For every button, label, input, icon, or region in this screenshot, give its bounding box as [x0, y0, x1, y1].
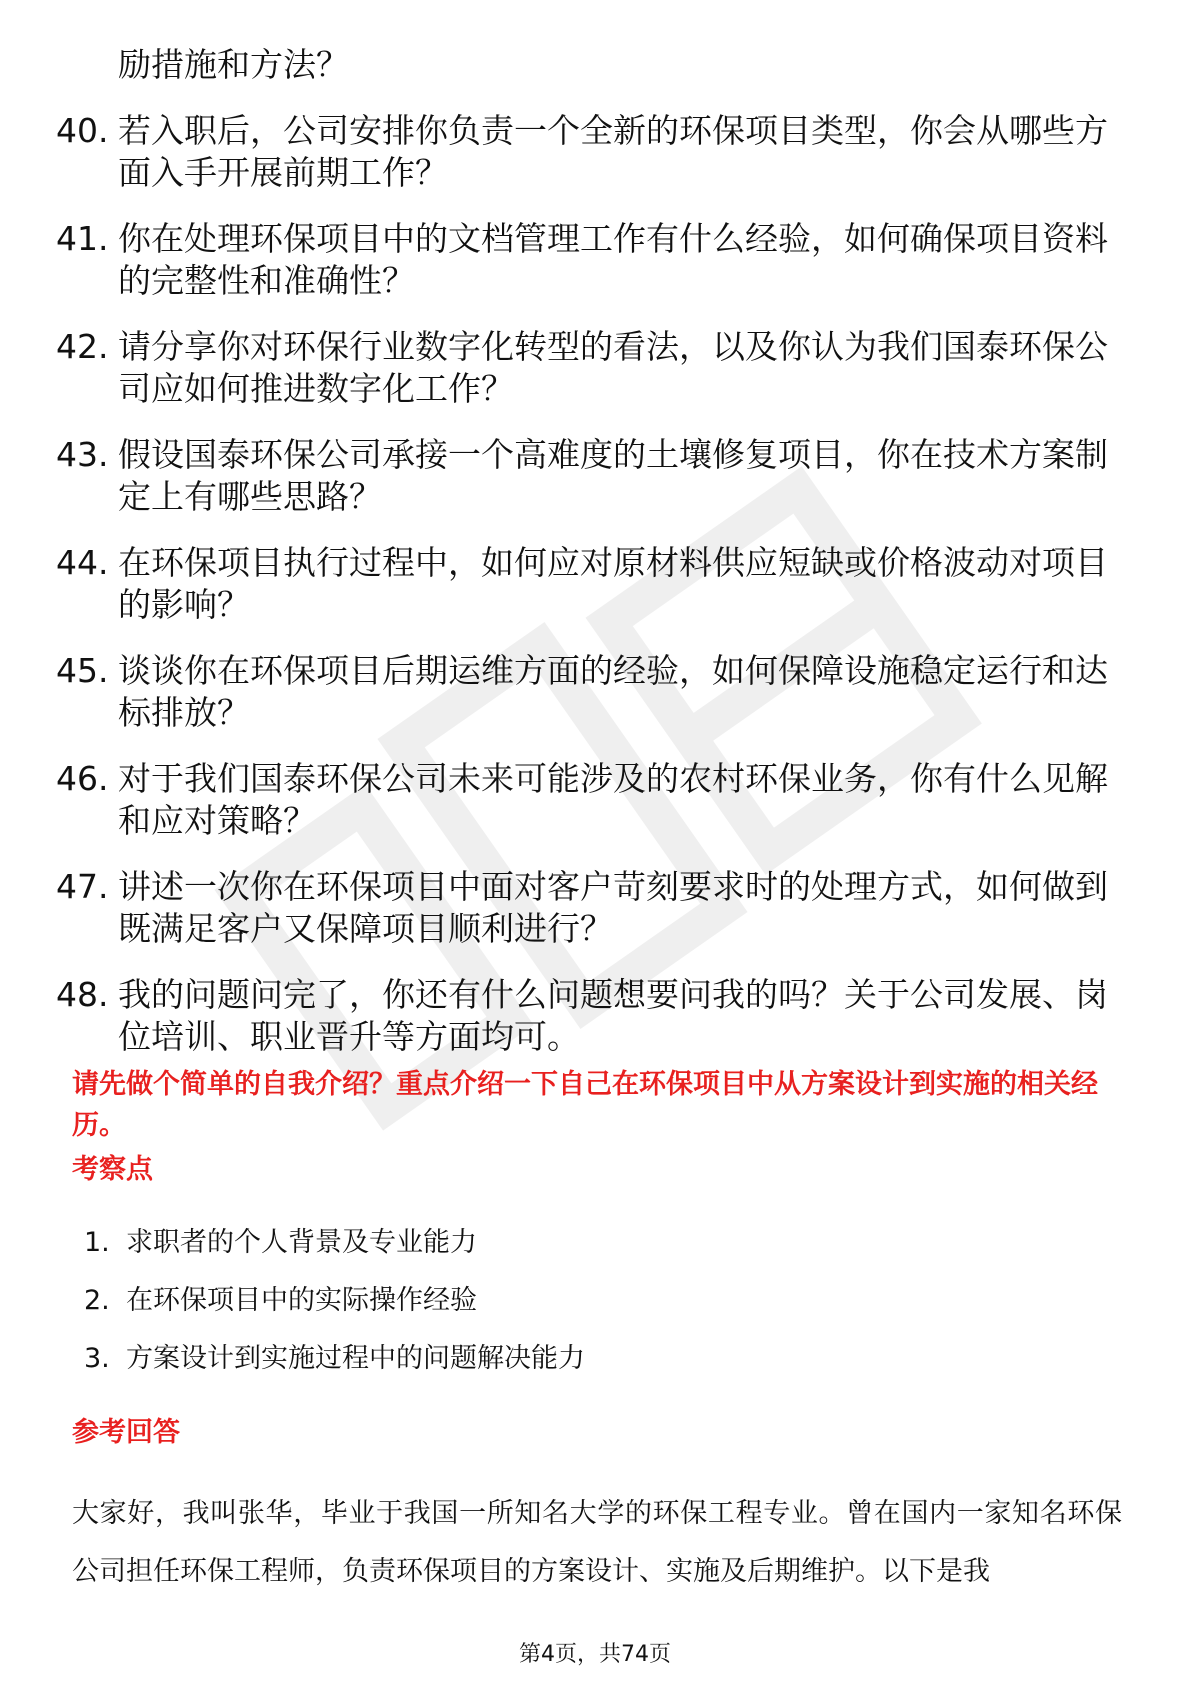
list-item [84, 1281, 1084, 1339]
list-item [56, 974, 1116, 1058]
item-text: 假设国泰环保公司承接一个高难度的土壤修复项目，你在技术方案制定上有哪些思路？ [118, 435, 1108, 516]
reference-answer-text: 大家好，我叫张华，毕业于我国一所知名大学的环保工程专业。曾在国内一家知名环保公司担任环保工程师，负责环保项目的方案设计、实施及后期维护。以下是我 [72, 1498, 1122, 1587]
list-item [56, 758, 1116, 842]
item-number: 40. [56, 111, 109, 150]
item-text: 对于我们国泰环保公司未来可能涉及的农村环保业务，你有什么见解和应对策略？ [118, 759, 1108, 840]
item-text: 我的问题问完了，你还有什么问题想要问我的吗？关于公司发展、岗位培训、职业晋升等方面均可。 [118, 975, 1108, 1056]
item-number: 43. [56, 435, 109, 474]
item-text: 求职者的个人背景及专业能力 [126, 1227, 477, 1258]
list-item [84, 1339, 1084, 1397]
item-text: 若入职后，公司安排你负责一个全新的环保项目类型，你会从哪些方面入手开展前期工作？ [118, 111, 1108, 192]
continuation-text: 励措施和方法？ [118, 45, 349, 84]
list-item [56, 434, 1116, 518]
list-item [84, 1223, 1084, 1281]
item-text: 请分享你对环保行业数字化转型的看法，以及你认为我们国泰环保公司应如何推进数字化工作？ [118, 327, 1108, 408]
item-number: 42. [56, 327, 109, 366]
item-number: 2. [84, 1285, 110, 1316]
item-text: 在环保项目执行过程中，如何应对原材料供应短缺或价格波动对项目的影响？ [118, 543, 1108, 624]
item-text: 方案设计到实施过程中的问题解决能力 [126, 1343, 585, 1374]
item-number: 41. [56, 219, 109, 258]
list-item [56, 866, 1116, 950]
reference-answer-title: 参考回答 [72, 1417, 180, 1448]
item-number: 3. [84, 1343, 110, 1374]
item-text: 讲述一次你在环保项目中面对客户苛刻要求时的处理方式，如何做到既满足客户又保障项目顺利进行？ [118, 867, 1108, 948]
key-points-list [84, 1223, 1084, 1397]
list-item [56, 650, 1116, 734]
item-number: 46. [56, 759, 109, 798]
list-item [56, 326, 1116, 410]
item-number: 48. [56, 975, 109, 1014]
list-item-continuation [56, 44, 1116, 86]
item-text: 在环保项目中的实际操作经验 [126, 1285, 477, 1316]
list-item [56, 542, 1116, 626]
question-list [56, 44, 1116, 1082]
list-item [56, 218, 1116, 302]
item-number: 45. [56, 651, 109, 690]
item-number: 47. [56, 867, 109, 906]
key-points-title: 考察点 [72, 1154, 153, 1185]
main-question-heading: 请先做个简单的自我介绍？重点介绍一下自己在环保项目中从方案设计到实施的相关经历。 [72, 1069, 1098, 1141]
item-number: 1. [84, 1227, 110, 1258]
list-item [56, 110, 1116, 194]
item-number: 44. [56, 543, 109, 582]
page-footer: 第4页，共74页 [519, 1642, 671, 1667]
item-text: 你在处理环保项目中的文档管理工作有什么经验，如何确保项目资料的完整性和准确性？ [118, 219, 1108, 300]
item-text: 谈谈你在环保项目后期运维方面的经验，如何保障设施稳定运行和达标排放？ [118, 651, 1108, 732]
